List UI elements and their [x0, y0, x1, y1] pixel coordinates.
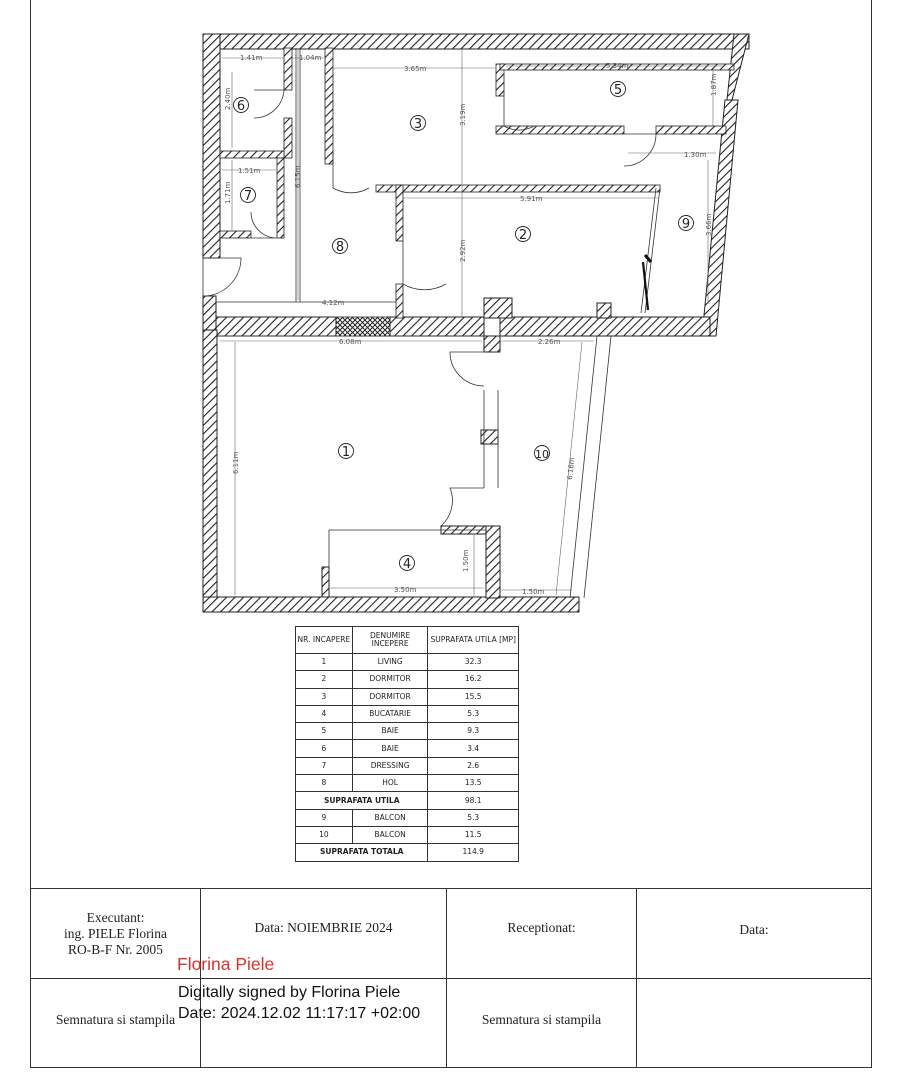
row-name: BALCON [352, 809, 428, 826]
dim-label: 3.50m [394, 586, 417, 594]
room-number: 6 [236, 99, 246, 114]
table-row [296, 809, 519, 826]
row-name: DRESSING [352, 757, 428, 774]
room-number: 3 [413, 117, 423, 132]
dim-label: 6.16m [566, 457, 577, 481]
dim-label: 1.50m [522, 588, 545, 596]
room-number: 9 [681, 217, 691, 232]
signature-left-cell [30, 978, 201, 1068]
digital-signature-name: Florina Piele [177, 954, 275, 974]
dim-label: 3.19m [459, 103, 467, 126]
digital-signature-line2: Date: 2024.12.02 11:17:17 +02:00 [178, 1005, 421, 1022]
dim-label: 1.51m [238, 167, 261, 175]
dim-label: 1.41m [240, 54, 263, 62]
row-name: DORMITOR [352, 671, 428, 688]
dim-label: 6.15m [294, 165, 302, 188]
room-number: 2 [518, 228, 528, 243]
signature-right-cell [446, 978, 637, 1068]
row-area: 11.5 [428, 826, 519, 843]
row-nr: 5 [296, 723, 353, 740]
row-area: 13.5 [428, 775, 519, 792]
table-row [296, 705, 519, 722]
row-area: 32.3 [428, 654, 519, 671]
table-row [296, 775, 519, 792]
data-cell [636, 888, 872, 979]
signature-right-label: Semnatura si stampila [481, 1012, 602, 1027]
row-nr: 9 [296, 809, 353, 826]
room-number: 4 [402, 557, 412, 572]
executant-label: Executant: [86, 909, 145, 925]
dim-label: 5.34m [606, 62, 629, 70]
dim-label: 6.08m [339, 338, 362, 346]
title-block [30, 888, 872, 1068]
subtotal-label: SUPRAFATA UTILA [296, 792, 428, 809]
row-area: 9.3 [428, 723, 519, 740]
dim-label: 4.12m [322, 299, 345, 307]
table-row [296, 654, 519, 671]
dim-label: 2.40m [224, 87, 232, 110]
empty-cell [636, 978, 872, 1068]
receptionat-label: Receptionat: [507, 919, 576, 935]
table-row [296, 688, 519, 705]
header-name: DENUMIRE INCEPERE [352, 627, 428, 654]
row-name: BAIE [352, 723, 428, 740]
date-text: Data: NOIEMBRIE 2024 [254, 919, 393, 935]
dim-label: 1.87m [710, 73, 718, 96]
row-nr: 1 [296, 654, 353, 671]
digital-signature-line1: Digitally signed by Florina Piele [178, 984, 401, 1001]
table-row [296, 826, 519, 843]
row-area: 5.3 [428, 705, 519, 722]
dim-label: 2.92m [459, 239, 467, 262]
total-row [296, 844, 519, 861]
room-number: 7 [243, 189, 253, 204]
table-row [296, 723, 519, 740]
row-nr: 7 [296, 757, 353, 774]
receptionat-cell [446, 888, 637, 979]
table-header-row [296, 627, 519, 654]
table-row [296, 757, 519, 774]
dim-label: 1.04m [299, 54, 322, 62]
row-name: LIVING [352, 654, 428, 671]
row-nr: 3 [296, 688, 353, 705]
data-label: Data: [739, 921, 769, 937]
row-area: 2.6 [428, 757, 519, 774]
row-area: 5.3 [428, 809, 519, 826]
total-area: 114.9 [428, 844, 519, 861]
dim-label: 2.26m [538, 338, 561, 346]
room-area-table [295, 626, 519, 862]
dim-label: 1.30m [684, 151, 707, 159]
room-number: 1 [341, 445, 351, 460]
header-nr: NR. INCAPERE [296, 627, 353, 654]
total-label: SUPRAFATA TOTALA [296, 844, 428, 861]
subtotal-area: 98.1 [428, 792, 519, 809]
room-number: 10 [535, 448, 549, 461]
header-area: SUPRAFATA UTILA [MP] [428, 627, 519, 654]
row-area: 3.4 [428, 740, 519, 757]
row-name: HOL [352, 775, 428, 792]
row-nr: 8 [296, 775, 353, 792]
row-name: BALCON [352, 826, 428, 843]
executant-registration: RO-B-F Nr. 2005 [68, 941, 163, 957]
subtotal-row [296, 792, 519, 809]
row-name: BUCATARIE [352, 705, 428, 722]
executant-name: ing. PIELE Florina [63, 925, 168, 941]
shaft-crosshatch [336, 317, 390, 336]
row-nr: 10 [296, 826, 353, 843]
row-nr: 2 [296, 671, 353, 688]
dim-label: 3.66m [705, 213, 713, 236]
table-row [296, 671, 519, 688]
row-nr: 4 [296, 705, 353, 722]
table-row [296, 740, 519, 757]
row-area: 16.2 [428, 671, 519, 688]
digital-signature-details [178, 982, 420, 1024]
room-number: 8 [335, 240, 345, 255]
row-area: 15.5 [428, 688, 519, 705]
signature-left-label: Semnatura si stampila [55, 1012, 176, 1027]
dim-label: 5.91m [520, 195, 543, 203]
dim-label: 3.65m [404, 65, 427, 73]
dim-label: 6.11m [232, 451, 240, 474]
row-name: DORMITOR [352, 688, 428, 705]
dim-label: 1.71m [224, 181, 232, 204]
executant-cell [30, 888, 201, 979]
dim-label: 1.50m [462, 549, 470, 572]
row-name: BAIE [352, 740, 428, 757]
room-number: 5 [613, 83, 623, 98]
row-nr: 6 [296, 740, 353, 757]
